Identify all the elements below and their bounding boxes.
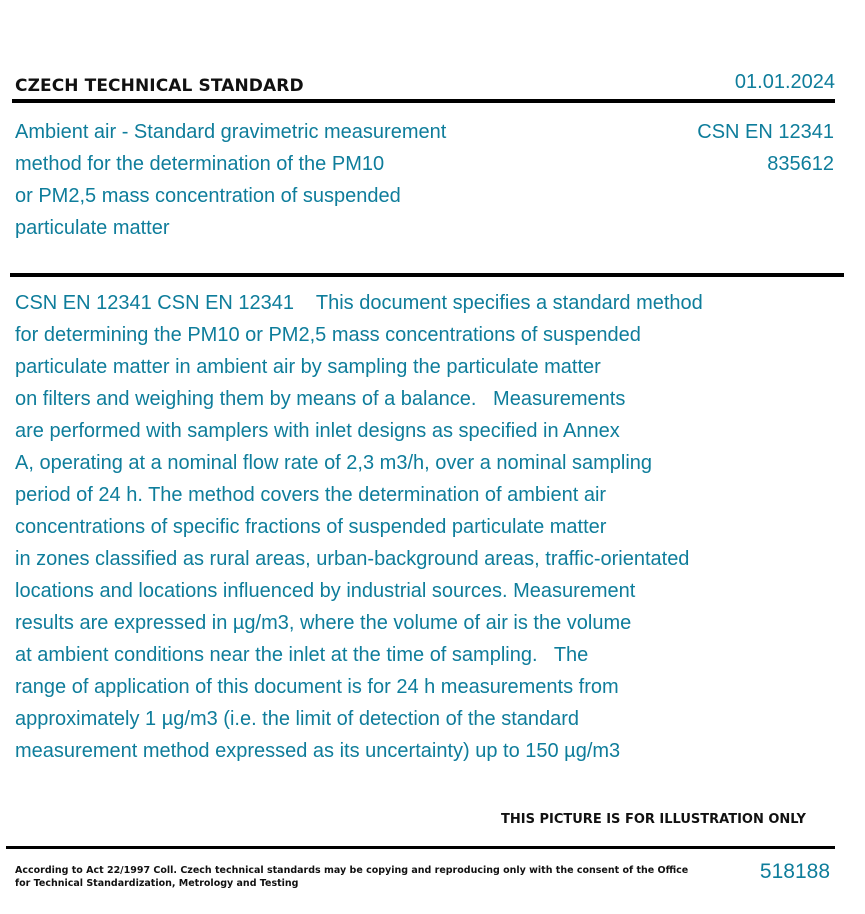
- footer-divider: [6, 846, 835, 849]
- abstract-line: locations and locations influenced by industrial sources. Measurement: [15, 580, 636, 602]
- abstract-line: results are expressed in µg/m3, where the volume of air is the volume: [15, 612, 632, 634]
- publication-date: 01.01.2024: [734, 71, 835, 93]
- document-id: 518188: [759, 860, 830, 883]
- abstract-line: CSN EN 12341 CSN EN 12341 This document specifies a standard method: [15, 292, 703, 314]
- abstract-line: range of application of this document is for 24 h measurements from: [15, 676, 619, 698]
- title-line: or PM2,5 mass concentration of suspended: [15, 185, 401, 207]
- document-type-label: CZECH TECHNICAL STANDARD: [15, 76, 304, 96]
- abstract-line: concentrations of specific fractions of suspended particulate matter: [15, 516, 607, 538]
- abstract-line: are performed with samplers with inlet designs as specified in Annex: [15, 420, 620, 442]
- abstract-line: in zones classified as rural areas, urban-background areas, traffic-orientated: [15, 548, 690, 570]
- abstract-line: measurement method expressed as its uncertainty) up to 150 µg/m3: [15, 740, 621, 762]
- abstract-line: A, operating at a nominal flow rate of 2,3 m3/h, over a nominal sampling: [15, 452, 653, 474]
- copyright-line: for Technical Standardization, Metrology and Testing: [15, 878, 299, 889]
- title-line: particulate matter: [15, 217, 170, 239]
- title-line: Ambient air - Standard gravimetric measurement: [15, 121, 447, 143]
- copyright-note: [15, 864, 688, 890]
- copyright-line: According to Act 22/1997 Coll. Czech technical standards may be copying and reproducing only with the consent of the Office: [15, 865, 689, 876]
- standard-number: CSN EN 12341: [697, 121, 834, 143]
- standard-abstract: [15, 287, 703, 767]
- standard-codes: [697, 116, 834, 180]
- abstract-line: on filters and weighing them by means of a balance. Measurements: [15, 388, 626, 410]
- abstract-line: at ambient conditions near the inlet at the time of sampling. The: [15, 644, 589, 666]
- abstract-line: for determining the PM10 or PM2,5 mass concentrations of suspended: [15, 324, 641, 346]
- title-divider: [10, 273, 844, 277]
- title-line: method for the determination of the PM10: [15, 153, 385, 175]
- header-divider: [12, 99, 835, 103]
- catalog-number: 835612: [767, 153, 834, 175]
- standard-title: [15, 116, 515, 244]
- illustration-disclaimer: THIS PICTURE IS FOR ILLUSTRATION ONLY: [501, 812, 806, 827]
- abstract-line: particulate matter in ambient air by sampling the particulate matter: [15, 356, 601, 378]
- abstract-line: period of 24 h. The method covers the determination of ambient air: [15, 484, 607, 506]
- abstract-line: approximately 1 µg/m3 (i.e. the limit of detection of the standard: [15, 708, 580, 730]
